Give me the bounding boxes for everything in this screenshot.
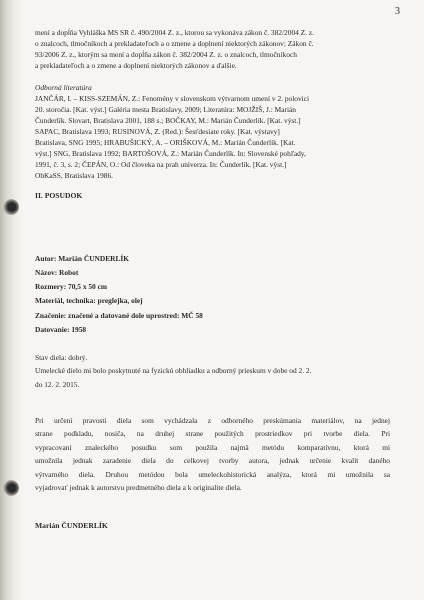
- page-number: 3: [395, 6, 400, 17]
- literature-line: Čunderlík. Slovart, Bratislava 2001, 188 s.; BOČKAY, M.: Marián Čunderlík. [Kat. výst.]: [35, 116, 301, 125]
- literature-line: JANČÁR, I. – KISS-SZEMÁN, Z.: Fenomény v slovenskom výtvarnom umení v 2. polovici: [35, 94, 310, 103]
- literature-line: SAPAC, Bratislava 1993; RUSINOVÁ, Z. (Red.): Šesťdesiate roky. [Kat. výstavy]: [35, 127, 280, 136]
- method-line: Pri určení pravosti diela som vychádzala z odborného preskúmania materiálov, na jednej: [35, 416, 390, 425]
- method-line: vypracovaní znaleckého posudku som použila najmä metódu komparatívnu, ktorá mi: [35, 442, 390, 452]
- literature-heading: Odborná literatúra: [35, 83, 92, 92]
- method-line: výtvarného diela. Druhou metódou bola umeleckohistorická analýza, ktorá mi umožnila sa: [35, 469, 390, 479]
- literature-line: 20. storočia. [Kat. výst.] Galéria mesta Bratislavy, 2009; Literatúra: MOJŽIŠ, J.: Marián: [35, 105, 297, 114]
- intro-paragraph: [35, 27, 390, 71]
- method-paragraph: [35, 414, 390, 494]
- condition-line: do 12. 2. 2015.: [35, 379, 80, 389]
- condition-line: Umelecké dielo mi bolo poskytnuté na fyzickú obhliadku a odborný prieskum v dobe od 2. 2.: [35, 366, 312, 376]
- punch-hole: [3, 480, 19, 496]
- section-heading: II. POSUDOK: [35, 191, 83, 200]
- method-line: strane podkladu, nosiča, na druhej strane použitých prostriedkov pri tvorbe diela. Pri: [35, 429, 390, 439]
- method-line: vyjadrovať jednak k autorstvu predmetného diela a k originalite diela.: [35, 483, 242, 493]
- closing-author-name: Marián ČUNDERLÍK: [35, 521, 108, 530]
- intro-line: o znalcoch, tlmočníkoch a prekladateľoch a o zmene a doplnení niektorých zákonov; Zákon č.: [35, 39, 314, 48]
- marking-field: Značenie: značené a datované dole uprostred: MČ 58: [35, 311, 203, 320]
- material-field: Materiál, technika: preglejka, olej: [35, 296, 143, 305]
- intro-line: 93/2006 Z. z., ktorým sa mení a dopĺňa zákon č. 382/2004 Z. z. o znalcoch, tlmočníkoch: [35, 50, 297, 59]
- condition-state: Stav diela: dobrý.: [35, 353, 88, 362]
- dating-field: Datovanie: 1958: [35, 325, 87, 334]
- punch-hole: [3, 199, 19, 215]
- condition-paragraph: [35, 351, 390, 391]
- author-field: Autor: Marián ČUNDERLÍK: [35, 254, 130, 263]
- intro-line: mení a dopĺňa Vyhláška MS SR č. 490/2004 Z. z., ktorou sa vykonáva zákon č. 382/2004 Z. z.: [35, 28, 315, 37]
- method-line: umožnila jednak zaradenie diela do celkovej tvorby autora, jednak určenie kvalít daného: [35, 456, 390, 466]
- literature-line: 1991, č. 3, s. 2; ČEPÁN, O.: Od človeka na prah univerza. In: Čunderlík. [Kat. výst.]: [35, 160, 287, 169]
- literature-line: ObKaSS, Bratislava 1986.: [35, 171, 114, 180]
- literature-line: Bratislava, SNG 1995; HRABUŠICKÝ, A. – ORIŠKOVÁ, M.: Marián Čunderlík. [Kat.: [35, 138, 296, 147]
- title-field: Názov: Robot: [35, 268, 79, 277]
- intro-line: a prekladateľoch a o zmene a doplnení niektorých zákonov a ďalšie.: [35, 61, 237, 70]
- page-binding-edge: [0, 0, 22, 600]
- literature-section: [35, 82, 390, 181]
- dimensions-field: Rozmery: 70,5 x 50 cm: [35, 282, 108, 291]
- literature-line: výst.] SNG, Bratislava 1992; BARTOŠOVÁ, Z.: Marián Čunderlík. In: Slovenské pohľady,: [35, 149, 306, 158]
